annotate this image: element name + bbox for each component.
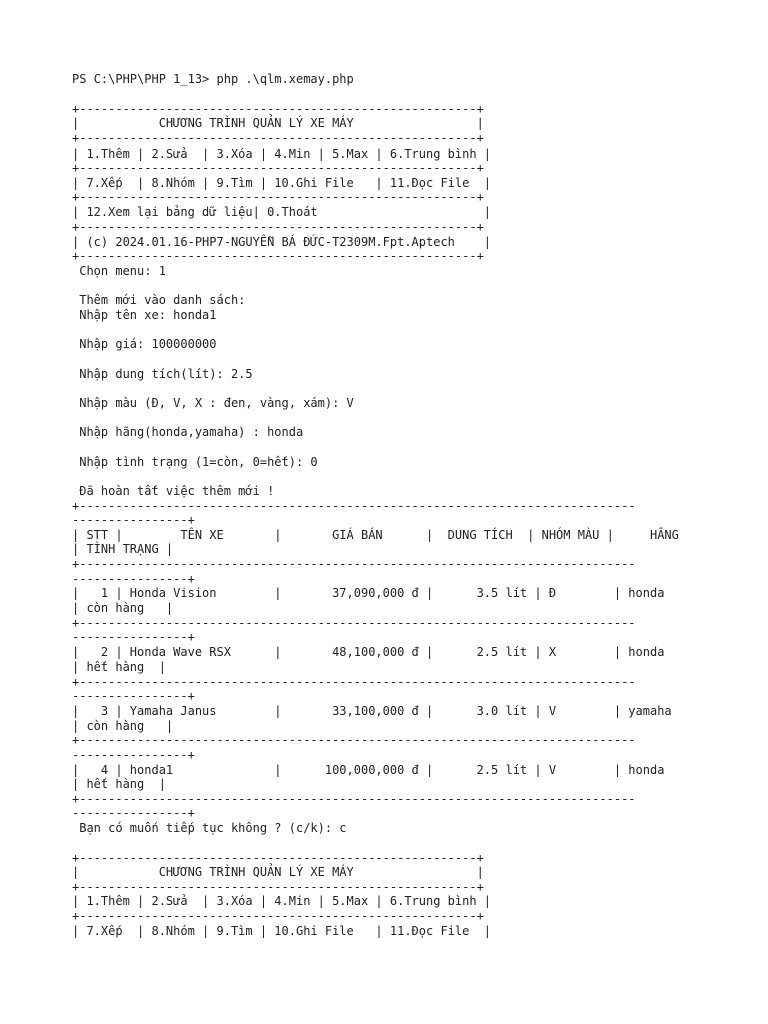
console-line-menu: | 7.Xếp | 8.Nhóm | 9.Tìm | 10.Ghi File | 11.Đọc File |: [72, 924, 492, 938]
console-line-border: +-------------------------------------------------------+: [72, 220, 484, 234]
console-line-menu: | CHƯƠNG TRÌNH QUẢN LÝ XE MÁY |: [72, 116, 484, 130]
console-line-border: ----------------+: [72, 630, 195, 644]
console-line-text: Nhập giá: 100000000: [72, 337, 217, 351]
console-line-border: +-------------------------------------------------------+: [72, 880, 484, 894]
console-line-border: ----------------+: [72, 513, 195, 527]
console-line-table: | hết hàng |: [72, 777, 166, 791]
console-line-text: Nhập dung tích(lít): 2.5: [72, 367, 253, 381]
console-line-menu: | 1.Thêm | 2.Sửa | 3.Xóa | 4.Min | 5.Max | 6.Trung bình |: [72, 147, 492, 161]
console-line-border: +-------------------------------------------------------+: [72, 102, 484, 116]
console-line-table: | còn hàng |: [72, 719, 174, 733]
console-line-menu: | 7.Xếp | 8.Nhóm | 9.Tìm | 10.Ghi File | 11.Đọc File |: [72, 176, 492, 190]
console-line-border: +-------------------------------------------------------+: [72, 851, 484, 865]
console-line-text: Nhập tình trạng (1=còn, 0=hết): 0: [72, 455, 318, 469]
console-line-text: Nhập màu (Đ, V, X : đen, vàng, xám): V: [72, 396, 354, 410]
console-line-border: ----------------+: [72, 806, 195, 820]
console-line-table: | 3 | Yamaha Janus | 33,100,000 đ | 3.0 lít | V | yamaha: [72, 704, 672, 718]
console-line-border: +-----------------------------------------------------------------------------: [72, 616, 636, 630]
console-line-menu: | CHƯƠNG TRÌNH QUẢN LÝ XE MÁY |: [72, 865, 484, 879]
console-line-border: ----------------+: [72, 572, 195, 586]
console-line-table: | hết hàng |: [72, 660, 166, 674]
console-line-text: Chọn menu: 1: [72, 264, 166, 278]
console-line-border: +-------------------------------------------------------+: [72, 131, 484, 145]
console-line-border: +-------------------------------------------------------+: [72, 190, 484, 204]
console-line-table: | 4 | honda1 | 100,000,000 đ | 2.5 lít | V | honda: [72, 763, 665, 777]
console-line-table: | 2 | Honda Wave RSX | 48,100,000 đ | 2.5 lít | X | honda: [72, 645, 665, 659]
console-line-border: ----------------+: [72, 748, 195, 762]
console-line-text: Nhập hãng(honda,yamaha) : honda: [72, 425, 304, 439]
console-line-border: ----------------+: [72, 689, 195, 703]
console-line-text: Bạn có muốn tiếp tục không ? (c/k): c: [72, 821, 347, 835]
console-line-menu: | (c) 2024.01.16-PHP7-NGUYỄN BÁ ĐỨC-T2309M.Fpt.Aptech |: [72, 235, 492, 249]
console-line-border: +-------------------------------------------------------+: [72, 909, 484, 923]
console-line-table: | STT | TÊN XE | GIÁ BÁN | DUNG TÍCH | NHÓM MÀU | HÃNG: [72, 528, 679, 542]
console-line-border: +-----------------------------------------------------------------------------: [72, 792, 636, 806]
console-line-border: +-----------------------------------------------------------------------------: [72, 557, 636, 571]
console-line-text: Thêm mới vào danh sách:: [72, 293, 246, 307]
console-line-menu: | 12.Xem lại bảng dữ liệu| 0.Thoát |: [72, 205, 492, 219]
console-line-text: Đã hoàn tất việc thêm mới !: [72, 484, 275, 498]
console-line-menu: | 1.Thêm | 2.Sửa | 3.Xóa | 4.Min | 5.Max | 6.Trung bình |: [72, 894, 492, 908]
console-line-table: | 1 | Honda Vision | 37,090,000 đ | 3.5 lít | Đ | honda: [72, 586, 665, 600]
console-line-border: +-----------------------------------------------------------------------------: [72, 499, 636, 513]
console-line-table: | TÌNH TRẠNG |: [72, 542, 174, 556]
console-line-border: +-----------------------------------------------------------------------------: [72, 733, 636, 747]
console-line-text: Nhập tên xe: honda1: [72, 308, 217, 322]
console-line-border: +-----------------------------------------------------------------------------: [72, 675, 636, 689]
console-line-border: +-------------------------------------------------------+: [72, 249, 484, 263]
console-line-border: +-------------------------------------------------------+: [72, 161, 484, 175]
console-line-table: | còn hàng |: [72, 601, 174, 615]
console-line-prompt: PS C:\PHP\PHP 1_13> php .\qlm.xemay.php: [72, 72, 354, 86]
